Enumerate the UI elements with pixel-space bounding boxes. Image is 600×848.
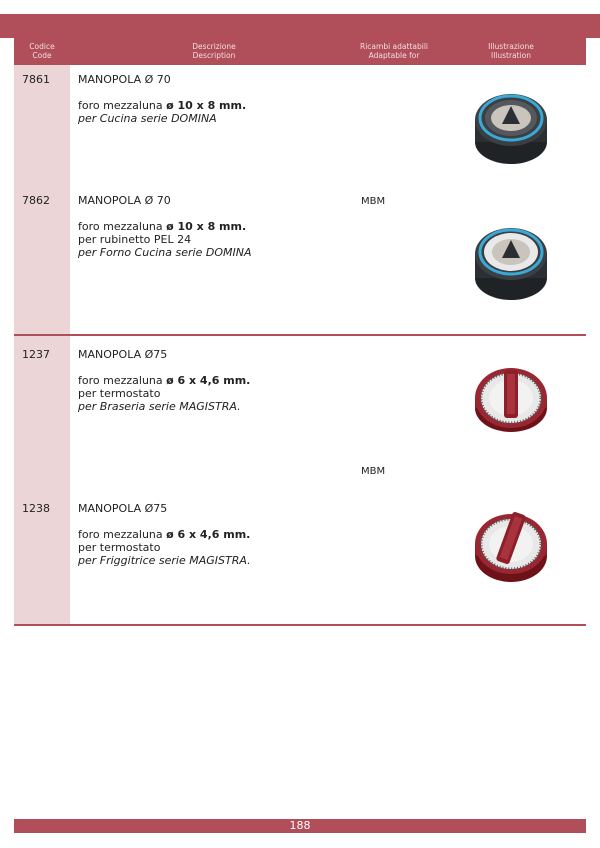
product-use: per termostato: [78, 387, 161, 400]
product-title: MANOPOLA Ø75: [78, 348, 168, 361]
product-title: MANOPOLA Ø 70: [78, 194, 171, 207]
page-footer: [14, 819, 586, 833]
knob-7861-image: [472, 84, 550, 170]
knob-7862-image: [472, 216, 550, 306]
product-code: 7861: [22, 73, 50, 86]
table-header: [14, 38, 586, 65]
header-adaptable-for: Ricambi adattabili Adaptable for: [360, 42, 428, 60]
product-application: per Forno Cucina serie DOMINA: [78, 246, 252, 259]
hole-spec: foro mezzaluna ø 10 x 8 mm.: [78, 99, 247, 112]
adaptable-for-value: MBM: [361, 196, 386, 207]
hole-spec: foro mezzaluna ø 6 x 4,6 mm.: [78, 528, 251, 541]
header-illustration: Illustrazione Illustration: [488, 42, 534, 60]
product-description: [78, 73, 348, 125]
product-code: 7862: [22, 194, 50, 207]
header-code: Codice Code: [29, 42, 55, 60]
product-title: MANOPOLA Ø 70: [78, 73, 171, 86]
product-description: [78, 502, 348, 567]
hole-spec: foro mezzaluna ø 10 x 8 mm.: [78, 220, 247, 233]
table-bottom-rule: [14, 624, 586, 626]
page-number: 188: [289, 819, 311, 832]
product-code: 1238: [22, 502, 50, 515]
knob-1238-image: [472, 504, 550, 588]
product-description: [78, 194, 348, 259]
product-use: per rubinetto PEL 24: [78, 233, 192, 246]
product-use: per termostato: [78, 541, 161, 554]
product-application: per Braseria serie MAGISTRA.: [78, 400, 241, 413]
hole-spec: foro mezzaluna ø 6 x 4,6 mm.: [78, 374, 251, 387]
code-column-group-2: [14, 336, 70, 624]
knob-1237-image: [472, 360, 550, 440]
product-title: MANOPOLA Ø75: [78, 502, 168, 515]
header-description: Descrizione Description: [192, 42, 236, 60]
adaptable-for-value: MBM: [361, 466, 386, 477]
product-code: 1237: [22, 348, 50, 361]
product-application: per Friggitrice serie MAGISTRA.: [78, 554, 251, 567]
product-description: [78, 348, 348, 413]
top-banner: [0, 14, 600, 38]
group-divider: [14, 334, 586, 336]
product-application: per Cucina serie DOMINA: [78, 112, 217, 125]
